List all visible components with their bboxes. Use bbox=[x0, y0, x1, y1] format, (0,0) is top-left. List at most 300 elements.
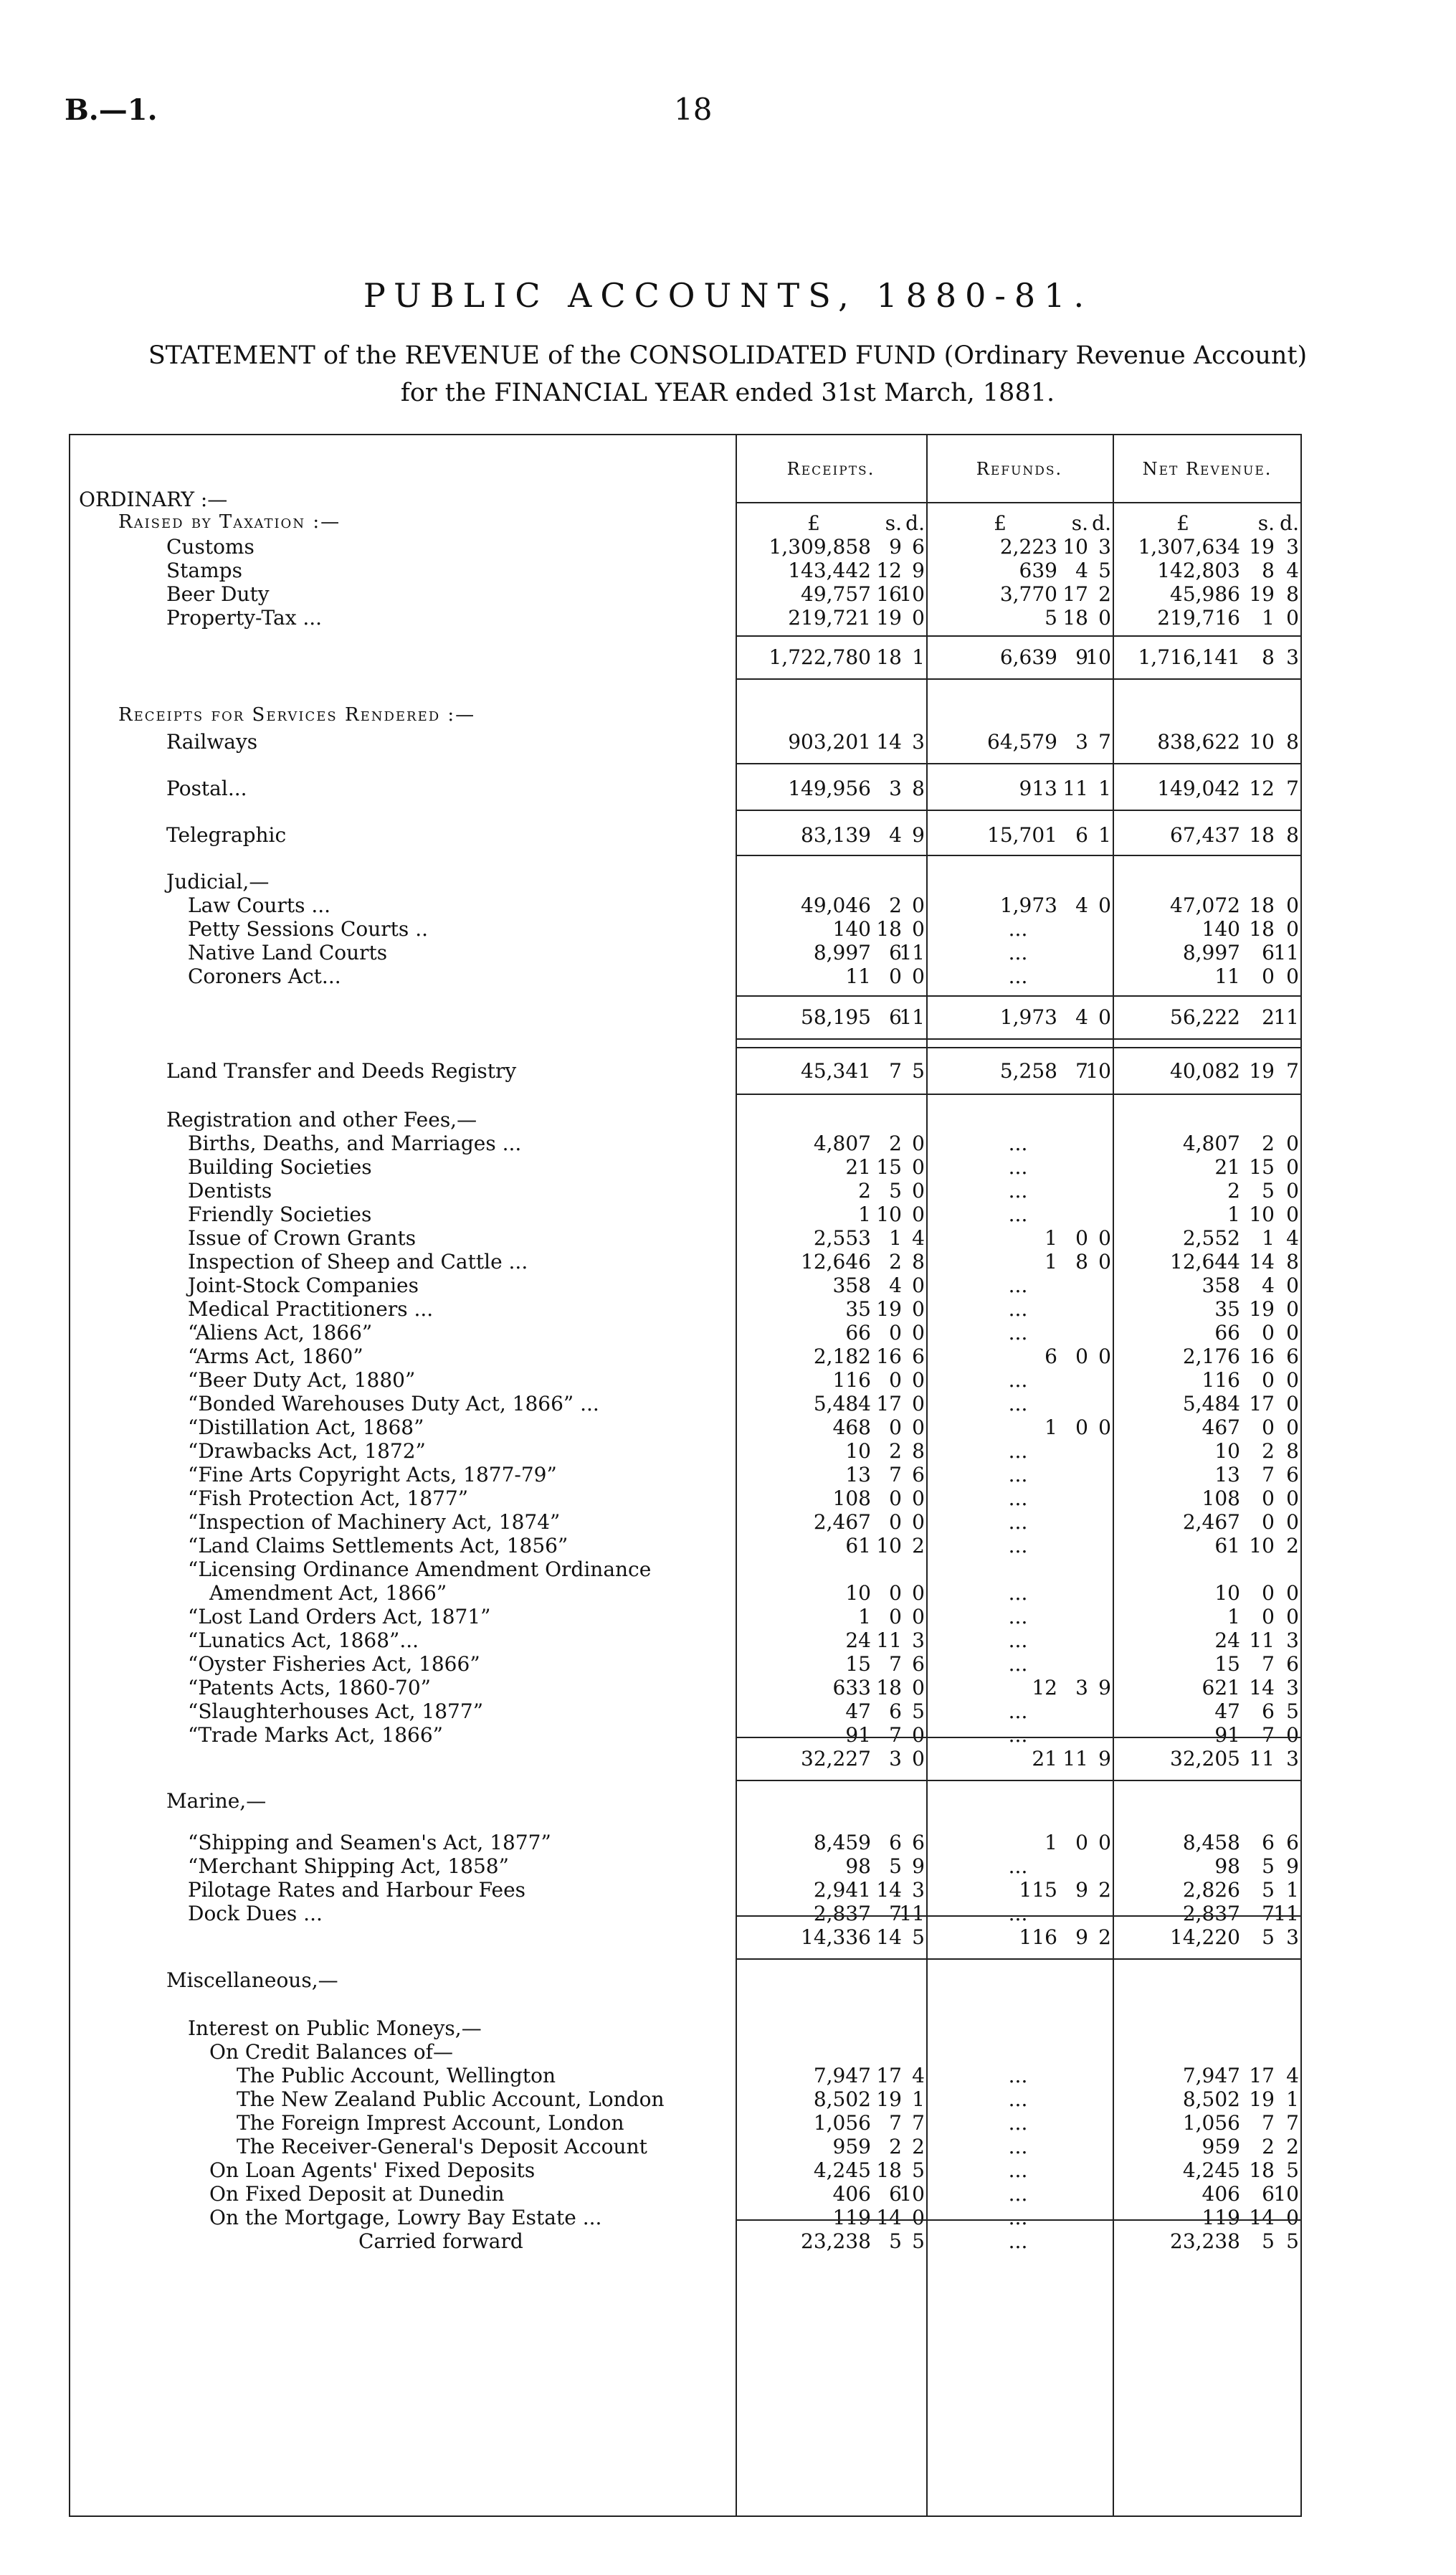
net-pence: 7 bbox=[1286, 777, 1299, 800]
net-pounds: 35 bbox=[1214, 1297, 1240, 1321]
ledger-row bbox=[0, 559, 1456, 583]
refunds-pence: 2 bbox=[1098, 582, 1111, 606]
receipts-pounds: 2,941 bbox=[813, 1878, 871, 1902]
refunds-pounds: 6,639 bbox=[999, 645, 1057, 669]
receipts-pence: 0 bbox=[912, 1179, 925, 1203]
receipts-pence: 0 bbox=[912, 1321, 925, 1345]
ledger-row bbox=[0, 1605, 1456, 1629]
refunds-pound-unit: £ bbox=[994, 511, 1007, 535]
receipts-pence: 5 bbox=[912, 1059, 925, 1083]
net-pence: 11 bbox=[1273, 1005, 1299, 1029]
receipts-pence: 8 bbox=[912, 1439, 925, 1463]
receipts-pounds: 8,997 bbox=[813, 941, 871, 964]
refunds-shillings: 0 bbox=[1075, 1831, 1088, 1854]
receipts-pence: 1 bbox=[912, 645, 925, 669]
row-label: “Patents Acts, 1860-70” bbox=[188, 1676, 431, 1699]
refunds-pounds: 115 bbox=[1019, 1878, 1057, 1902]
net-pence: 5 bbox=[1286, 2229, 1299, 2253]
refunds-shillings: 17 bbox=[1062, 582, 1088, 606]
row-label: “Bonded Warehouses Duty Act, 1866” ... bbox=[188, 1392, 599, 1415]
ledger-row bbox=[0, 2135, 1456, 2159]
net-pence: 0 bbox=[1286, 606, 1299, 630]
receipts-shillings: 7 bbox=[889, 1652, 902, 1676]
page-title: PUBLIC ACCOUNTS, 1880-81. bbox=[363, 276, 1093, 315]
receipts-pence: 0 bbox=[912, 1510, 925, 1534]
refunds-shillings: 6 bbox=[1075, 823, 1088, 847]
receipts-pounds: 903,201 bbox=[788, 730, 871, 754]
subheading-row bbox=[0, 1557, 1456, 1582]
receipts-pence: 9 bbox=[912, 823, 925, 847]
ledger-row bbox=[0, 1902, 1456, 1926]
refunds-pence: 0 bbox=[1098, 893, 1111, 917]
receipts-pence: 2 bbox=[912, 1534, 925, 1557]
net-pence: 7 bbox=[1286, 2111, 1299, 2135]
refunds-pounds: 5 bbox=[1045, 606, 1057, 630]
net-pounds: 47,072 bbox=[1170, 893, 1240, 917]
net-pence: 0 bbox=[1286, 1581, 1299, 1605]
refunds-not-applicable: ... bbox=[1008, 2229, 1028, 2253]
row-label: Customs bbox=[166, 535, 254, 559]
row-label: Law Courts ... bbox=[188, 893, 331, 917]
net-pence: 3 bbox=[1286, 1676, 1299, 1699]
receipts-pounds: 2,837 bbox=[813, 1902, 871, 1925]
row-label: Petty Sessions Courts .. bbox=[188, 917, 429, 941]
refunds-not-applicable: ... bbox=[1008, 1510, 1028, 1534]
net-shillings: 7 bbox=[1262, 1463, 1275, 1486]
net-shillings: 19 bbox=[1249, 2087, 1275, 2111]
ledger-row bbox=[0, 1132, 1456, 1156]
receipts-shillings: 17 bbox=[876, 2064, 902, 2087]
net-shillings: 0 bbox=[1262, 1486, 1275, 1510]
receipts-shillings: 5 bbox=[889, 1854, 902, 1878]
refunds-shillings: 3 bbox=[1075, 730, 1088, 754]
receipts-pounds: 1,722,780 bbox=[769, 645, 871, 669]
refunds-shillings: 4 bbox=[1075, 893, 1088, 917]
net-shillings: 8 bbox=[1262, 645, 1275, 669]
net-pence: 0 bbox=[1286, 1274, 1299, 1297]
net-shillings: 5 bbox=[1262, 1854, 1275, 1878]
ledger-row bbox=[0, 2158, 1456, 2183]
receipts-pence: 10 bbox=[899, 2182, 925, 2206]
receipts-pence: 0 bbox=[912, 893, 925, 917]
receipts-pence-unit: d. bbox=[905, 511, 925, 535]
ledger-row bbox=[0, 1510, 1456, 1535]
refunds-shillings: 0 bbox=[1075, 1226, 1088, 1250]
receipts-pence: 9 bbox=[912, 559, 925, 582]
refunds-pounds: 1 bbox=[1045, 1226, 1057, 1250]
refunds-pounds: 12 bbox=[1032, 1676, 1057, 1699]
receipts-pence: 6 bbox=[912, 1463, 925, 1486]
receipts-pence: 6 bbox=[912, 1652, 925, 1676]
ledger-row bbox=[0, 1439, 1456, 1464]
refunds-not-applicable: ... bbox=[1008, 2064, 1028, 2087]
refunds-shillings: 11 bbox=[1062, 1747, 1088, 1770]
receipts-column-header: Receipts. bbox=[786, 459, 875, 479]
refunds-not-applicable: ... bbox=[1008, 2206, 1028, 2229]
refunds-pounds: 639 bbox=[1019, 559, 1057, 582]
receipts-pounds: 45,341 bbox=[801, 1059, 871, 1083]
receipts-pounds: 140 bbox=[832, 917, 871, 941]
net-shillings: 7 bbox=[1262, 1723, 1275, 1747]
receipts-shillings: 14 bbox=[876, 1925, 902, 1949]
receipts-shillings: 15 bbox=[876, 1155, 902, 1179]
net-pounds: 140 bbox=[1202, 917, 1240, 941]
receipts-shillings: 0 bbox=[889, 1605, 902, 1628]
receipts-shillings: 3 bbox=[889, 777, 902, 800]
receipts-pence: 0 bbox=[912, 1274, 925, 1297]
net-shillings: 11 bbox=[1249, 1747, 1275, 1770]
net-pounds: 10 bbox=[1214, 1581, 1240, 1605]
net-pence: 2 bbox=[1286, 1534, 1299, 1557]
refunds-not-applicable: ... bbox=[1008, 1605, 1028, 1628]
ledger-row bbox=[0, 1250, 1456, 1274]
refunds-pounds: 1 bbox=[1045, 1250, 1057, 1274]
ledger-row bbox=[0, 1179, 1456, 1203]
receipts-pounds: 21 bbox=[845, 1155, 871, 1179]
net-pence: 5 bbox=[1286, 1699, 1299, 1723]
net-pence: 0 bbox=[1286, 917, 1299, 941]
receipts-pence: 8 bbox=[912, 1250, 925, 1274]
net-pounds: 116 bbox=[1202, 1368, 1240, 1392]
ledger-row bbox=[0, 1345, 1456, 1369]
net-shillings: 7 bbox=[1262, 2111, 1275, 2135]
receipts-shillings: 1 bbox=[889, 1226, 902, 1250]
receipts-pounds: 633 bbox=[832, 1676, 871, 1699]
receipts-pounds: 91 bbox=[845, 1723, 871, 1747]
receipts-pence: 0 bbox=[912, 964, 925, 988]
net-pounds: 1,056 bbox=[1182, 2111, 1240, 2135]
receipts-pence: 0 bbox=[912, 1676, 925, 1699]
row-label: The Foreign Imprest Account, London bbox=[237, 2111, 624, 2135]
refunds-pence: 10 bbox=[1085, 645, 1111, 669]
net-pounds: 621 bbox=[1202, 1676, 1240, 1699]
net-pence: 6 bbox=[1286, 1652, 1299, 1676]
receipts-pounds: 4,807 bbox=[813, 1132, 871, 1155]
refunds-not-applicable: ... bbox=[1008, 1723, 1028, 1747]
net-shillings: 2 bbox=[1262, 1005, 1275, 1029]
net-shillings: 2 bbox=[1262, 2135, 1275, 2158]
refunds-shillings: 10 bbox=[1062, 535, 1088, 559]
receipts-pence: 3 bbox=[912, 1878, 925, 1902]
net-pounds: 67,437 bbox=[1170, 823, 1240, 847]
ledger-row bbox=[0, 941, 1456, 965]
row-label: Native Land Courts bbox=[188, 941, 388, 964]
total-underline-rule bbox=[736, 1780, 1302, 1781]
ledger-row bbox=[0, 730, 1456, 754]
row-label: Amendment Act, 1866” bbox=[209, 1581, 447, 1605]
receipts-pence: 6 bbox=[912, 535, 925, 559]
refunds-pounds: 116 bbox=[1019, 1925, 1057, 1949]
ledger-row bbox=[0, 1831, 1456, 1855]
receipts-shillings: 2 bbox=[889, 2135, 902, 2158]
receipts-shillings: 0 bbox=[889, 1510, 902, 1534]
refunds-pence: 2 bbox=[1098, 1878, 1111, 1902]
receipts-shillings: 19 bbox=[876, 606, 902, 630]
refunds-pence: 0 bbox=[1098, 1005, 1111, 1029]
net-pounds: 32,205 bbox=[1170, 1747, 1240, 1770]
net-shilling-unit: s. bbox=[1257, 511, 1275, 535]
row-label: On the Mortgage, Lowry Bay Estate ... bbox=[209, 2206, 602, 2229]
receipts-shillings: 9 bbox=[889, 535, 902, 559]
ledger-row bbox=[0, 964, 1456, 989]
subheading-label: Interest on Public Moneys,— bbox=[188, 2016, 482, 2040]
receipts-pounds: 468 bbox=[832, 1415, 871, 1439]
net-shillings: 15 bbox=[1249, 1155, 1275, 1179]
receipts-shillings: 3 bbox=[889, 1747, 902, 1770]
receipts-shillings: 12 bbox=[876, 559, 902, 582]
receipts-pounds: 2 bbox=[858, 1179, 871, 1203]
receipts-shillings: 14 bbox=[876, 1878, 902, 1902]
net-shillings: 5 bbox=[1262, 2229, 1275, 2253]
net-shillings: 7 bbox=[1262, 1652, 1275, 1676]
receipts-shillings: 5 bbox=[889, 1179, 902, 1203]
total-rule bbox=[736, 995, 1302, 997]
net-shillings: 19 bbox=[1249, 1297, 1275, 1321]
net-pounds: 149,042 bbox=[1157, 777, 1240, 800]
net-pounds: 2,826 bbox=[1182, 1878, 1240, 1902]
receipts-pence: 5 bbox=[912, 2229, 925, 2253]
net-pounds: 40,082 bbox=[1170, 1059, 1240, 1083]
net-pence: 0 bbox=[1286, 1392, 1299, 1415]
net-pence: 3 bbox=[1286, 535, 1299, 559]
receipts-pence: 11 bbox=[899, 1902, 925, 1925]
refunds-not-applicable: ... bbox=[1008, 941, 1028, 964]
receipts-shillings: 18 bbox=[876, 2158, 902, 2182]
row-label: “Fish Protection Act, 1877” bbox=[188, 1486, 469, 1510]
subheading-label: Registration and other Fees,— bbox=[166, 1108, 477, 1132]
net-shillings: 0 bbox=[1262, 1415, 1275, 1439]
receipts-pounds: 66 bbox=[845, 1321, 871, 1345]
net-pence: 1 bbox=[1286, 2087, 1299, 2111]
receipts-pounds: 119 bbox=[832, 2206, 871, 2229]
refunds-pence: 2 bbox=[1098, 1925, 1111, 1949]
net-shillings: 14 bbox=[1249, 2206, 1275, 2229]
net-shillings: 18 bbox=[1249, 917, 1275, 941]
receipts-shillings: 0 bbox=[889, 1486, 902, 1510]
refunds-pence-unit: d. bbox=[1092, 511, 1111, 535]
net-shillings: 1 bbox=[1262, 1226, 1275, 1250]
net-pounds: 8,997 bbox=[1182, 941, 1240, 964]
ledger-row bbox=[0, 1486, 1456, 1511]
item-separator-rule bbox=[736, 810, 1302, 811]
net-pounds: 1 bbox=[1227, 1605, 1240, 1628]
receipts-shillings: 2 bbox=[889, 1132, 902, 1155]
net-shillings: 19 bbox=[1249, 582, 1275, 606]
receipts-shillings: 6 bbox=[889, 2182, 902, 2206]
receipts-pence: 9 bbox=[912, 1854, 925, 1878]
net-pence: 0 bbox=[1286, 1179, 1299, 1203]
refunds-not-applicable: ... bbox=[1008, 2111, 1028, 2135]
receipts-pounds: 1 bbox=[858, 1605, 871, 1628]
receipts-pounds: 8,502 bbox=[813, 2087, 871, 2111]
refunds-not-applicable: ... bbox=[1008, 2158, 1028, 2182]
refunds-shillings: 9 bbox=[1075, 1925, 1088, 1949]
receipts-shillings: 6 bbox=[889, 1005, 902, 1029]
row-label: Land Transfer and Deeds Registry bbox=[166, 1059, 517, 1083]
refunds-pence: 9 bbox=[1098, 1747, 1111, 1770]
receipts-shillings: 4 bbox=[889, 1274, 902, 1297]
item-separator-rule bbox=[736, 1047, 1302, 1048]
net-shillings: 0 bbox=[1262, 1581, 1275, 1605]
net-pounds: 11 bbox=[1214, 964, 1240, 988]
subheading-label: Judicial,— bbox=[166, 870, 270, 893]
net-shillings: 0 bbox=[1262, 1510, 1275, 1534]
ledger-row bbox=[0, 1321, 1456, 1345]
refunds-shillings: 18 bbox=[1062, 606, 1088, 630]
net-pence: 0 bbox=[1286, 1723, 1299, 1747]
receipts-shillings: 7 bbox=[889, 1723, 902, 1747]
receipts-pence: 0 bbox=[912, 1368, 925, 1392]
section-raised-by-taxation: Raised by Taxation :— bbox=[118, 511, 341, 533]
receipts-shillings: 19 bbox=[876, 1297, 902, 1321]
net-shillings: 6 bbox=[1262, 1831, 1275, 1854]
row-label: “Merchant Shipping Act, 1858” bbox=[188, 1854, 509, 1878]
net-pounds: 959 bbox=[1202, 2135, 1240, 2158]
receipts-pence: 0 bbox=[912, 917, 925, 941]
total-rule bbox=[736, 635, 1302, 637]
receipts-pounds: 1,309,858 bbox=[769, 535, 871, 559]
receipts-shillings: 7 bbox=[889, 1059, 902, 1083]
row-label: The Public Account, Wellington bbox=[237, 2064, 556, 2087]
net-pounds: 23,238 bbox=[1170, 2229, 1240, 2253]
net-shillings: 19 bbox=[1249, 535, 1275, 559]
row-label: Postal... bbox=[166, 777, 247, 800]
refunds-pence: 0 bbox=[1098, 1226, 1111, 1250]
refunds-not-applicable: ... bbox=[1008, 1581, 1028, 1605]
refunds-not-applicable: ... bbox=[1008, 1534, 1028, 1557]
net-shillings: 18 bbox=[1249, 823, 1275, 847]
receipts-pounds: 35 bbox=[845, 1297, 871, 1321]
net-pence: 9 bbox=[1286, 1854, 1299, 1878]
refunds-pence: 10 bbox=[1085, 1059, 1111, 1083]
receipts-pounds: 2,553 bbox=[813, 1226, 871, 1250]
receipts-pounds: 14,336 bbox=[801, 1925, 871, 1949]
refunds-pence: 0 bbox=[1098, 606, 1111, 630]
net-pence: 0 bbox=[1286, 1132, 1299, 1155]
receipts-pounds: 23,238 bbox=[801, 2229, 871, 2253]
ledger-row bbox=[0, 823, 1456, 848]
receipts-pounds: 4,245 bbox=[813, 2158, 871, 2182]
refunds-shillings: 9 bbox=[1075, 1878, 1088, 1902]
total-rule bbox=[736, 1737, 1302, 1738]
receipts-pounds: 959 bbox=[832, 2135, 871, 2158]
receipts-pence: 4 bbox=[912, 2064, 925, 2087]
receipts-pence: 0 bbox=[912, 1392, 925, 1415]
refunds-pounds: 64,579 bbox=[987, 730, 1057, 754]
currency-units-row bbox=[0, 511, 1456, 536]
subheading-row bbox=[0, 870, 1456, 894]
net-pence: 3 bbox=[1286, 645, 1299, 669]
net-pence: 0 bbox=[1286, 1368, 1299, 1392]
receipts-pence: 0 bbox=[912, 1605, 925, 1628]
refunds-pence: 3 bbox=[1098, 535, 1111, 559]
net-shillings: 16 bbox=[1249, 1345, 1275, 1368]
refunds-pence: 9 bbox=[1098, 1676, 1111, 1699]
subheading-label: On Credit Balances of— bbox=[209, 2040, 453, 2064]
receipts-shillings: 2 bbox=[889, 893, 902, 917]
row-label: Friendly Societies bbox=[188, 1203, 372, 1226]
row-label: Property-Tax ... bbox=[166, 606, 323, 630]
receipts-shilling-unit: s. bbox=[885, 511, 902, 535]
receipts-shillings: 4 bbox=[889, 823, 902, 847]
net-pounds: 406 bbox=[1202, 2182, 1240, 2206]
receipts-pounds: 108 bbox=[832, 1486, 871, 1510]
receipts-pounds: 149,956 bbox=[788, 777, 871, 800]
net-pounds: 119 bbox=[1202, 2206, 1240, 2229]
row-label: On Fixed Deposit at Dunedin bbox=[209, 2182, 505, 2206]
refunds-not-applicable: ... bbox=[1008, 917, 1028, 941]
refunds-not-applicable: ... bbox=[1008, 1297, 1028, 1321]
ledger-row bbox=[0, 1463, 1456, 1487]
net-pence: 0 bbox=[1286, 964, 1299, 988]
net-pounds: 98 bbox=[1214, 1854, 1240, 1878]
net-pounds: 45,986 bbox=[1170, 582, 1240, 606]
row-label: Joint-Stock Companies bbox=[188, 1274, 419, 1297]
receipts-pounds: 47 bbox=[845, 1699, 871, 1723]
row-label: Stamps bbox=[166, 559, 242, 582]
net-pence: 4 bbox=[1286, 2064, 1299, 2087]
net-shillings: 17 bbox=[1249, 2064, 1275, 2087]
subheading-row bbox=[0, 1789, 1456, 1813]
row-label: “Trade Marks Act, 1866” bbox=[188, 1723, 443, 1747]
receipts-pence: 11 bbox=[899, 941, 925, 964]
item-separator-rule bbox=[736, 763, 1302, 764]
net-shillings: 2 bbox=[1262, 1132, 1275, 1155]
refunds-pence: 1 bbox=[1098, 823, 1111, 847]
refunds-shillings: 0 bbox=[1075, 1345, 1088, 1368]
net-pence: 0 bbox=[1286, 1415, 1299, 1439]
subheading-row bbox=[0, 2040, 1456, 2064]
row-label: “Slaughterhouses Act, 1877” bbox=[188, 1699, 484, 1723]
ledger-row bbox=[0, 1226, 1456, 1251]
net-shillings: 7 bbox=[1262, 1902, 1275, 1925]
net-pence: 4 bbox=[1286, 1226, 1299, 1250]
row-label: Issue of Crown Grants bbox=[188, 1226, 417, 1250]
net-shillings: 4 bbox=[1262, 1274, 1275, 1297]
total-row bbox=[0, 2229, 1456, 2254]
net-pounds: 4,245 bbox=[1182, 2158, 1240, 2182]
document-reference: B.—1. bbox=[65, 93, 158, 127]
item-separator-rule bbox=[736, 1094, 1302, 1095]
net-pounds: 24 bbox=[1214, 1628, 1240, 1652]
receipts-pounds: 143,442 bbox=[788, 559, 871, 582]
net-pence-unit: d. bbox=[1280, 511, 1299, 535]
refunds-pence: 7 bbox=[1098, 730, 1111, 754]
receipts-pounds: 15 bbox=[845, 1652, 871, 1676]
net-shillings: 1 bbox=[1262, 606, 1275, 630]
net-pounds: 1,716,141 bbox=[1138, 645, 1240, 669]
receipts-pounds: 1,056 bbox=[813, 2111, 871, 2135]
net-pence: 0 bbox=[1286, 1155, 1299, 1179]
receipts-pence: 8 bbox=[912, 777, 925, 800]
refunds-not-applicable: ... bbox=[1008, 1179, 1028, 1203]
receipts-shillings: 18 bbox=[876, 1676, 902, 1699]
net-pounds: 8,502 bbox=[1182, 2087, 1240, 2111]
net-pence: 10 bbox=[1273, 2182, 1299, 2206]
refunds-pounds: 5,258 bbox=[999, 1059, 1057, 1083]
refunds-shillings: 4 bbox=[1075, 1005, 1088, 1029]
ledger-row bbox=[0, 1297, 1456, 1322]
net-pence: 6 bbox=[1286, 1831, 1299, 1854]
refunds-pounds: 1,973 bbox=[999, 1005, 1057, 1029]
receipts-shillings: 0 bbox=[889, 1368, 902, 1392]
receipts-shillings: 14 bbox=[876, 2206, 902, 2229]
receipts-pence: 6 bbox=[912, 1831, 925, 1854]
ledger-row bbox=[0, 1274, 1456, 1298]
net-shillings: 12 bbox=[1249, 777, 1275, 800]
net-pence: 0 bbox=[1286, 1321, 1299, 1345]
net-pounds: 1 bbox=[1227, 1203, 1240, 1226]
